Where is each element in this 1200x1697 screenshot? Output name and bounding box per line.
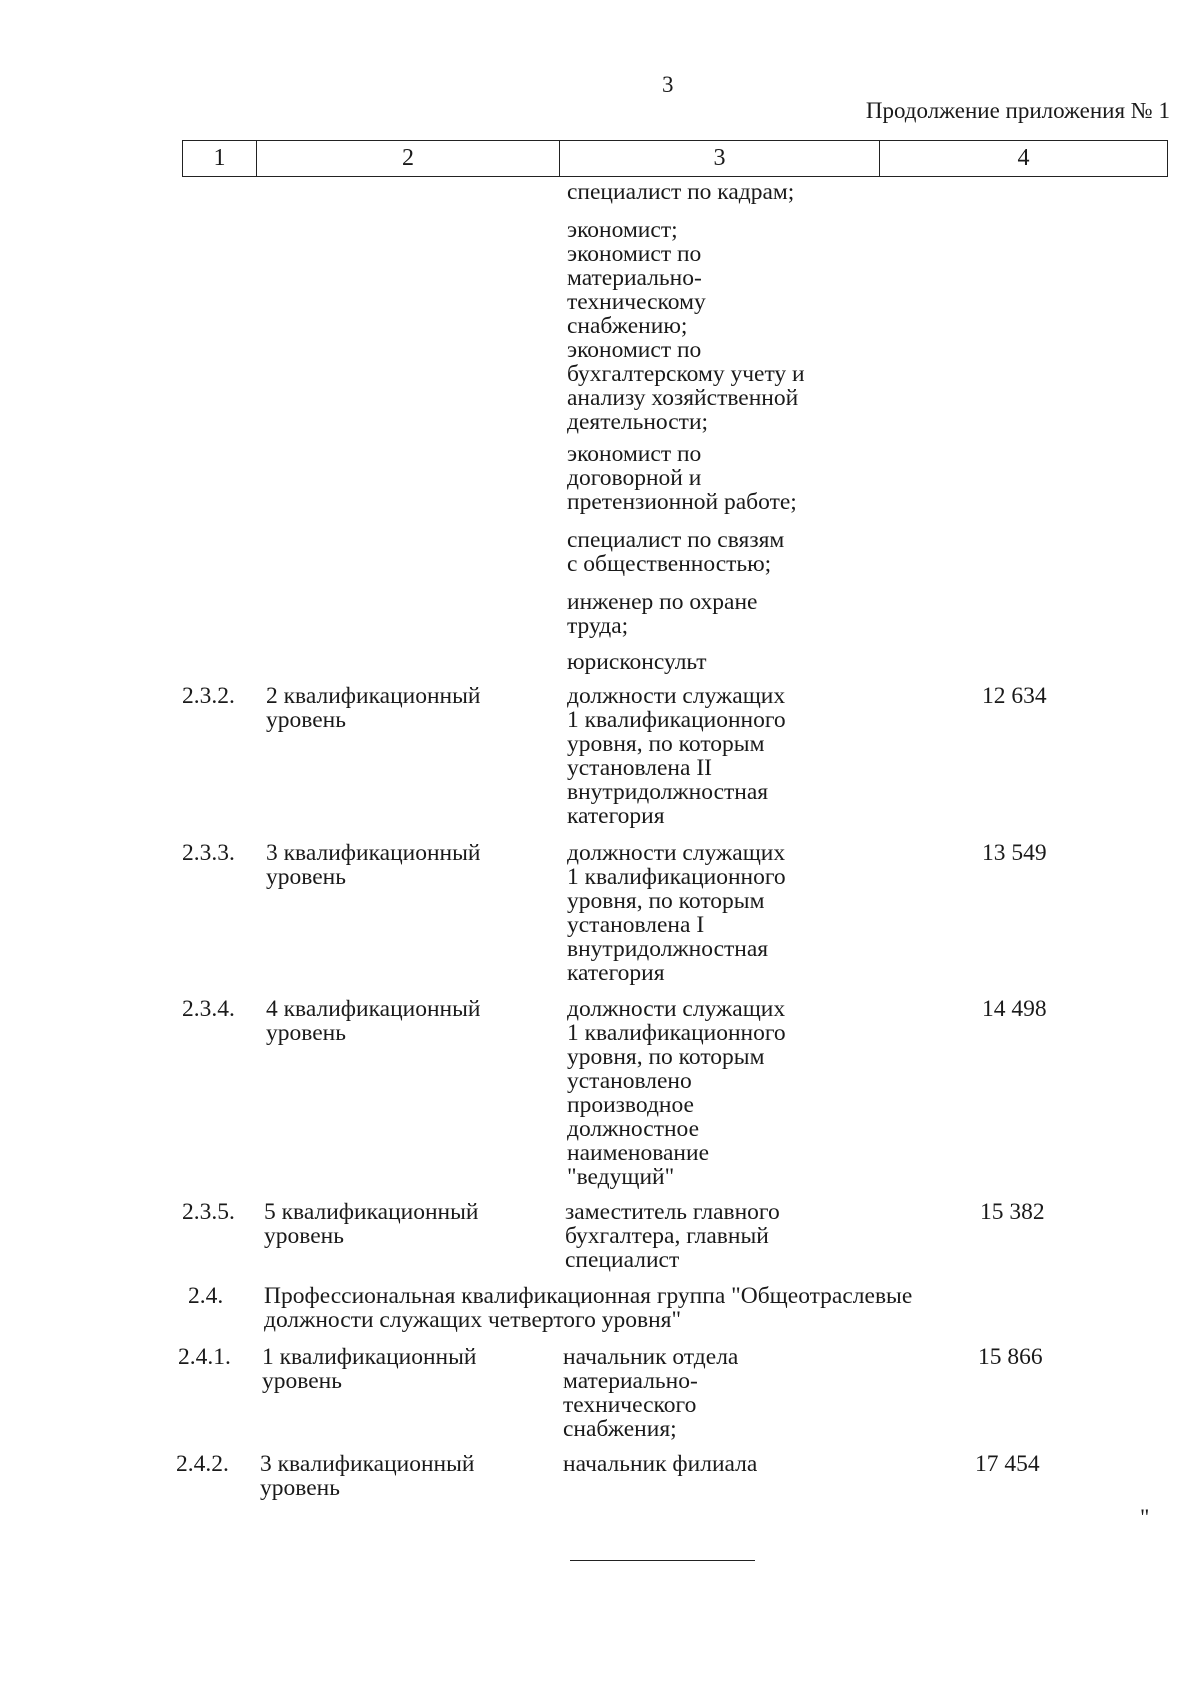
group-title: Профессиональная квалификационная группа "Общеотраслевые должности служащих четвертого уровня" — [264, 1283, 913, 1333]
row-code: 2.3.3. — [182, 840, 235, 866]
continued-post-4: специалист по связям с общественностью; — [567, 527, 785, 577]
row-code: 2.3.2. — [182, 683, 235, 709]
continued-post-3: экономист по договорной и претензионной работе; — [567, 441, 797, 515]
continued-post-6: юрисконсульт — [567, 649, 707, 675]
row-level: 2 квалификационный уровень — [266, 683, 481, 733]
row-code: 2.3.4. — [182, 996, 235, 1022]
row-value: 15 382 — [980, 1199, 1045, 1225]
row-level: 4 квалификационный уровень — [266, 996, 481, 1046]
continued-post-1: специалист по кадрам; — [567, 179, 795, 205]
row-posts: должности служащих 1 квалификационного уровня, по которым установлена II внутридолжностная категория — [567, 683, 786, 829]
row-level: 1 квалификационный уровень — [262, 1344, 477, 1394]
header-col-2: 2 — [257, 141, 560, 176]
row-level: 5 квалификационный уровень — [264, 1199, 479, 1249]
row-value: 15 866 — [978, 1344, 1043, 1370]
header-col-4: 4 — [1017, 145, 1030, 171]
row-value: 12 634 — [982, 683, 1047, 709]
row-code: 2.4.2. — [176, 1451, 229, 1477]
row-posts: должности служащих 1 квалификационного уровня, по которым установлено производное должностное наименование "ведущий" — [567, 996, 786, 1190]
row-posts: должности служащих 1 квалификационного уровня, по которым установлена I внутридолжностная категория — [567, 840, 786, 986]
row-value: 14 498 — [982, 996, 1047, 1022]
row-value: 13 549 — [982, 840, 1047, 866]
row-code: 2.3.5. — [182, 1199, 235, 1225]
continued-post-5: инженер по охране труда; — [567, 589, 758, 639]
row-posts: заместитель главного бухгалтера, главный специалист — [565, 1199, 780, 1273]
group-code: 2.4. — [188, 1283, 224, 1309]
header-col-1: 1 — [183, 141, 257, 176]
page-number: 3 — [662, 72, 674, 97]
row-code: 2.4.1. — [178, 1344, 231, 1370]
row-level: 3 квалификационный уровень — [266, 840, 481, 890]
footer-divider — [570, 1560, 755, 1561]
continued-post-2: экономист; экономист по материально- техническому снабжению; экономист по бухгалтерскому учету и анализу хозяйственной деятельности; — [567, 217, 805, 435]
row-value: 17 454 — [975, 1451, 1040, 1477]
row-posts: начальник филиала — [563, 1451, 758, 1477]
closing-quote: " — [1140, 1505, 1150, 1530]
header-col-3: 3 — [560, 141, 880, 176]
continuation-label: Продолжение приложения № 1 — [865, 98, 1170, 123]
row-level: 3 квалификационный уровень — [260, 1451, 475, 1501]
row-posts: начальник отдела материально- технического снабжения; — [563, 1344, 739, 1442]
table-header-row — [182, 140, 1168, 177]
